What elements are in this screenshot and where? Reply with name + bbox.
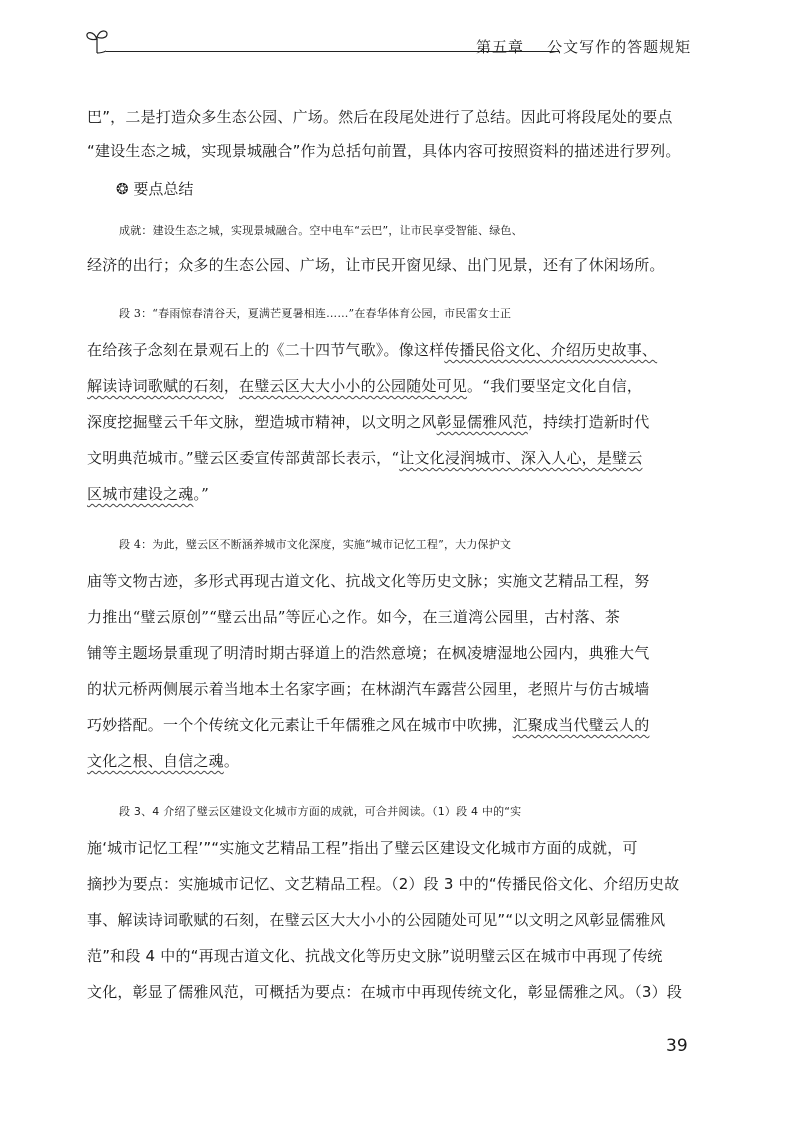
paragraph-line: 巴”，二是打造众多生态公园、广场。然后在段尾处进行了总结。因此可将段尾处的要点 bbox=[87, 108, 673, 126]
bullet-icon: ❂ bbox=[116, 180, 129, 198]
underlined-phrase: 让文化浸润城市、深入人心，是璧云 bbox=[399, 449, 643, 467]
running-header bbox=[84, 26, 690, 66]
paragraph-line: 区城市建设之魂。” bbox=[87, 485, 209, 503]
paragraph-line: 文化之根、自信之魂。 bbox=[87, 752, 240, 770]
paragraph-line: 在给孩子念刻在景观石上的《二十四节气歌》。像这样传播民俗文化、介绍历史故事、 bbox=[87, 341, 658, 359]
paragraph-line: 力推出“璧云原创”“璧云出品”等匠心之作。如今，在三道湾公园里，古村落、茶 bbox=[87, 608, 621, 626]
paragraph-line: 段 3：“春雨惊春清谷天，夏满芒夏暑相连……”在春华体育公园，市民雷女士正 bbox=[119, 307, 512, 320]
paragraph-line: 经济的出行；众多的生态公园、广场，让市民开窗见绿、出门见景，还有了休闲场所。 bbox=[87, 256, 665, 274]
chapter-number: 第五章 bbox=[476, 38, 525, 56]
underlined-phrase: 解读诗词歌赋的石刻 bbox=[87, 377, 224, 395]
paragraph-line: 摘抄为要点：实施城市记忆、文艺精品工程。（2）段 3 中的“传播民俗文化、介绍历史故 bbox=[87, 875, 680, 893]
paragraph-line: 深度挖掘璧云千年文脉，塑造城市精神，以文明之风彰显儒雅风范，持续打造新时代 bbox=[87, 413, 650, 431]
underlined-phrase: 在璧云区大大小小的公园随处可见 bbox=[239, 377, 468, 395]
paragraph-line: 事、解读诗词歌赋的石刻，在璧云区大大小小的公园随处可见”“以文明之风彰显儒雅风 bbox=[87, 911, 666, 929]
chapter-name: 公文写作的答题规矩 bbox=[547, 38, 692, 56]
paragraph-line: 解读诗词歌赋的石刻，在璧云区大大小小的公园随处可见。“我们要坚定文化自信， bbox=[87, 377, 643, 395]
summary-heading: 要点总结 bbox=[133, 180, 194, 198]
paragraph-line: “建设生态之城，实现景城融合”作为总括句前置，具体内容可按照资料的描述进行罗列。 bbox=[87, 142, 681, 160]
underlined-phrase: 文化之根、自信之魂 bbox=[87, 752, 224, 770]
paragraph-line: 施‘城市记忆工程’”“实施文艺精品工程”指出了璧云区建设文化城市方面的成就，可 bbox=[87, 839, 638, 857]
paragraph-line: 巧妙搭配。一个个传统文化元素让千年儒雅之风在城市中吹拂，汇聚成当代璧云人的 bbox=[87, 716, 650, 734]
chapter-title bbox=[476, 36, 691, 57]
paragraph-line: 范”和段 4 中的“再现古道文化、抗战文化等历史文脉”说明璧云区在城市中再现了传统 bbox=[87, 947, 663, 965]
paragraph-line: 段 3、4 介绍了璧云区建设文化城市方面的成就，可合并阅读。（1）段 4 中的“实 bbox=[119, 805, 522, 818]
paragraph-line: 的状元桥两侧展示着当地本土名家字画；在林湖汽车露营公园里，老照片与仿古城墙 bbox=[87, 680, 650, 698]
underlined-phrase: 汇聚成当代璧云人的 bbox=[512, 716, 650, 734]
paragraph-line: 文明典范城市。”璧云区委宣传部黄部长表示，“让文化浸润城市、深入人心，是璧云 bbox=[87, 449, 643, 467]
paragraph-line: 铺等主题场景重现了明清时期古驿道上的浩然意境；在枫凌塘湿地公园内，典雅大气 bbox=[87, 644, 650, 662]
underlined-phrase: 彰显儒雅风范 bbox=[436, 413, 528, 431]
paragraph-line: 文化，彰显了儒雅风范，可概括为要点：在城市中再现传统文化，彰显儒雅之风。（3）段 bbox=[87, 983, 683, 1001]
section-heading bbox=[116, 178, 193, 199]
paragraph-line: 庙等文物古迹，多形式再现古道文化、抗战文化等历史文脉；实施文艺精品工程，努 bbox=[87, 572, 650, 590]
page-number: 39 bbox=[666, 1036, 688, 1056]
underlined-phrase: 传播民俗文化、介绍历史故事、 bbox=[444, 341, 658, 359]
paragraph-line: 段 4：为此，璧云区不断涵养城市文化深度，实施“城市记忆工程”，大力保护文 bbox=[119, 538, 512, 551]
underlined-phrase: 区城市建设之魂 bbox=[87, 485, 194, 503]
paragraph-line: 成就：建设生态之城，实现景城融合。空中电车“云巴”，让市民享受智能、绿色、 bbox=[119, 224, 523, 237]
